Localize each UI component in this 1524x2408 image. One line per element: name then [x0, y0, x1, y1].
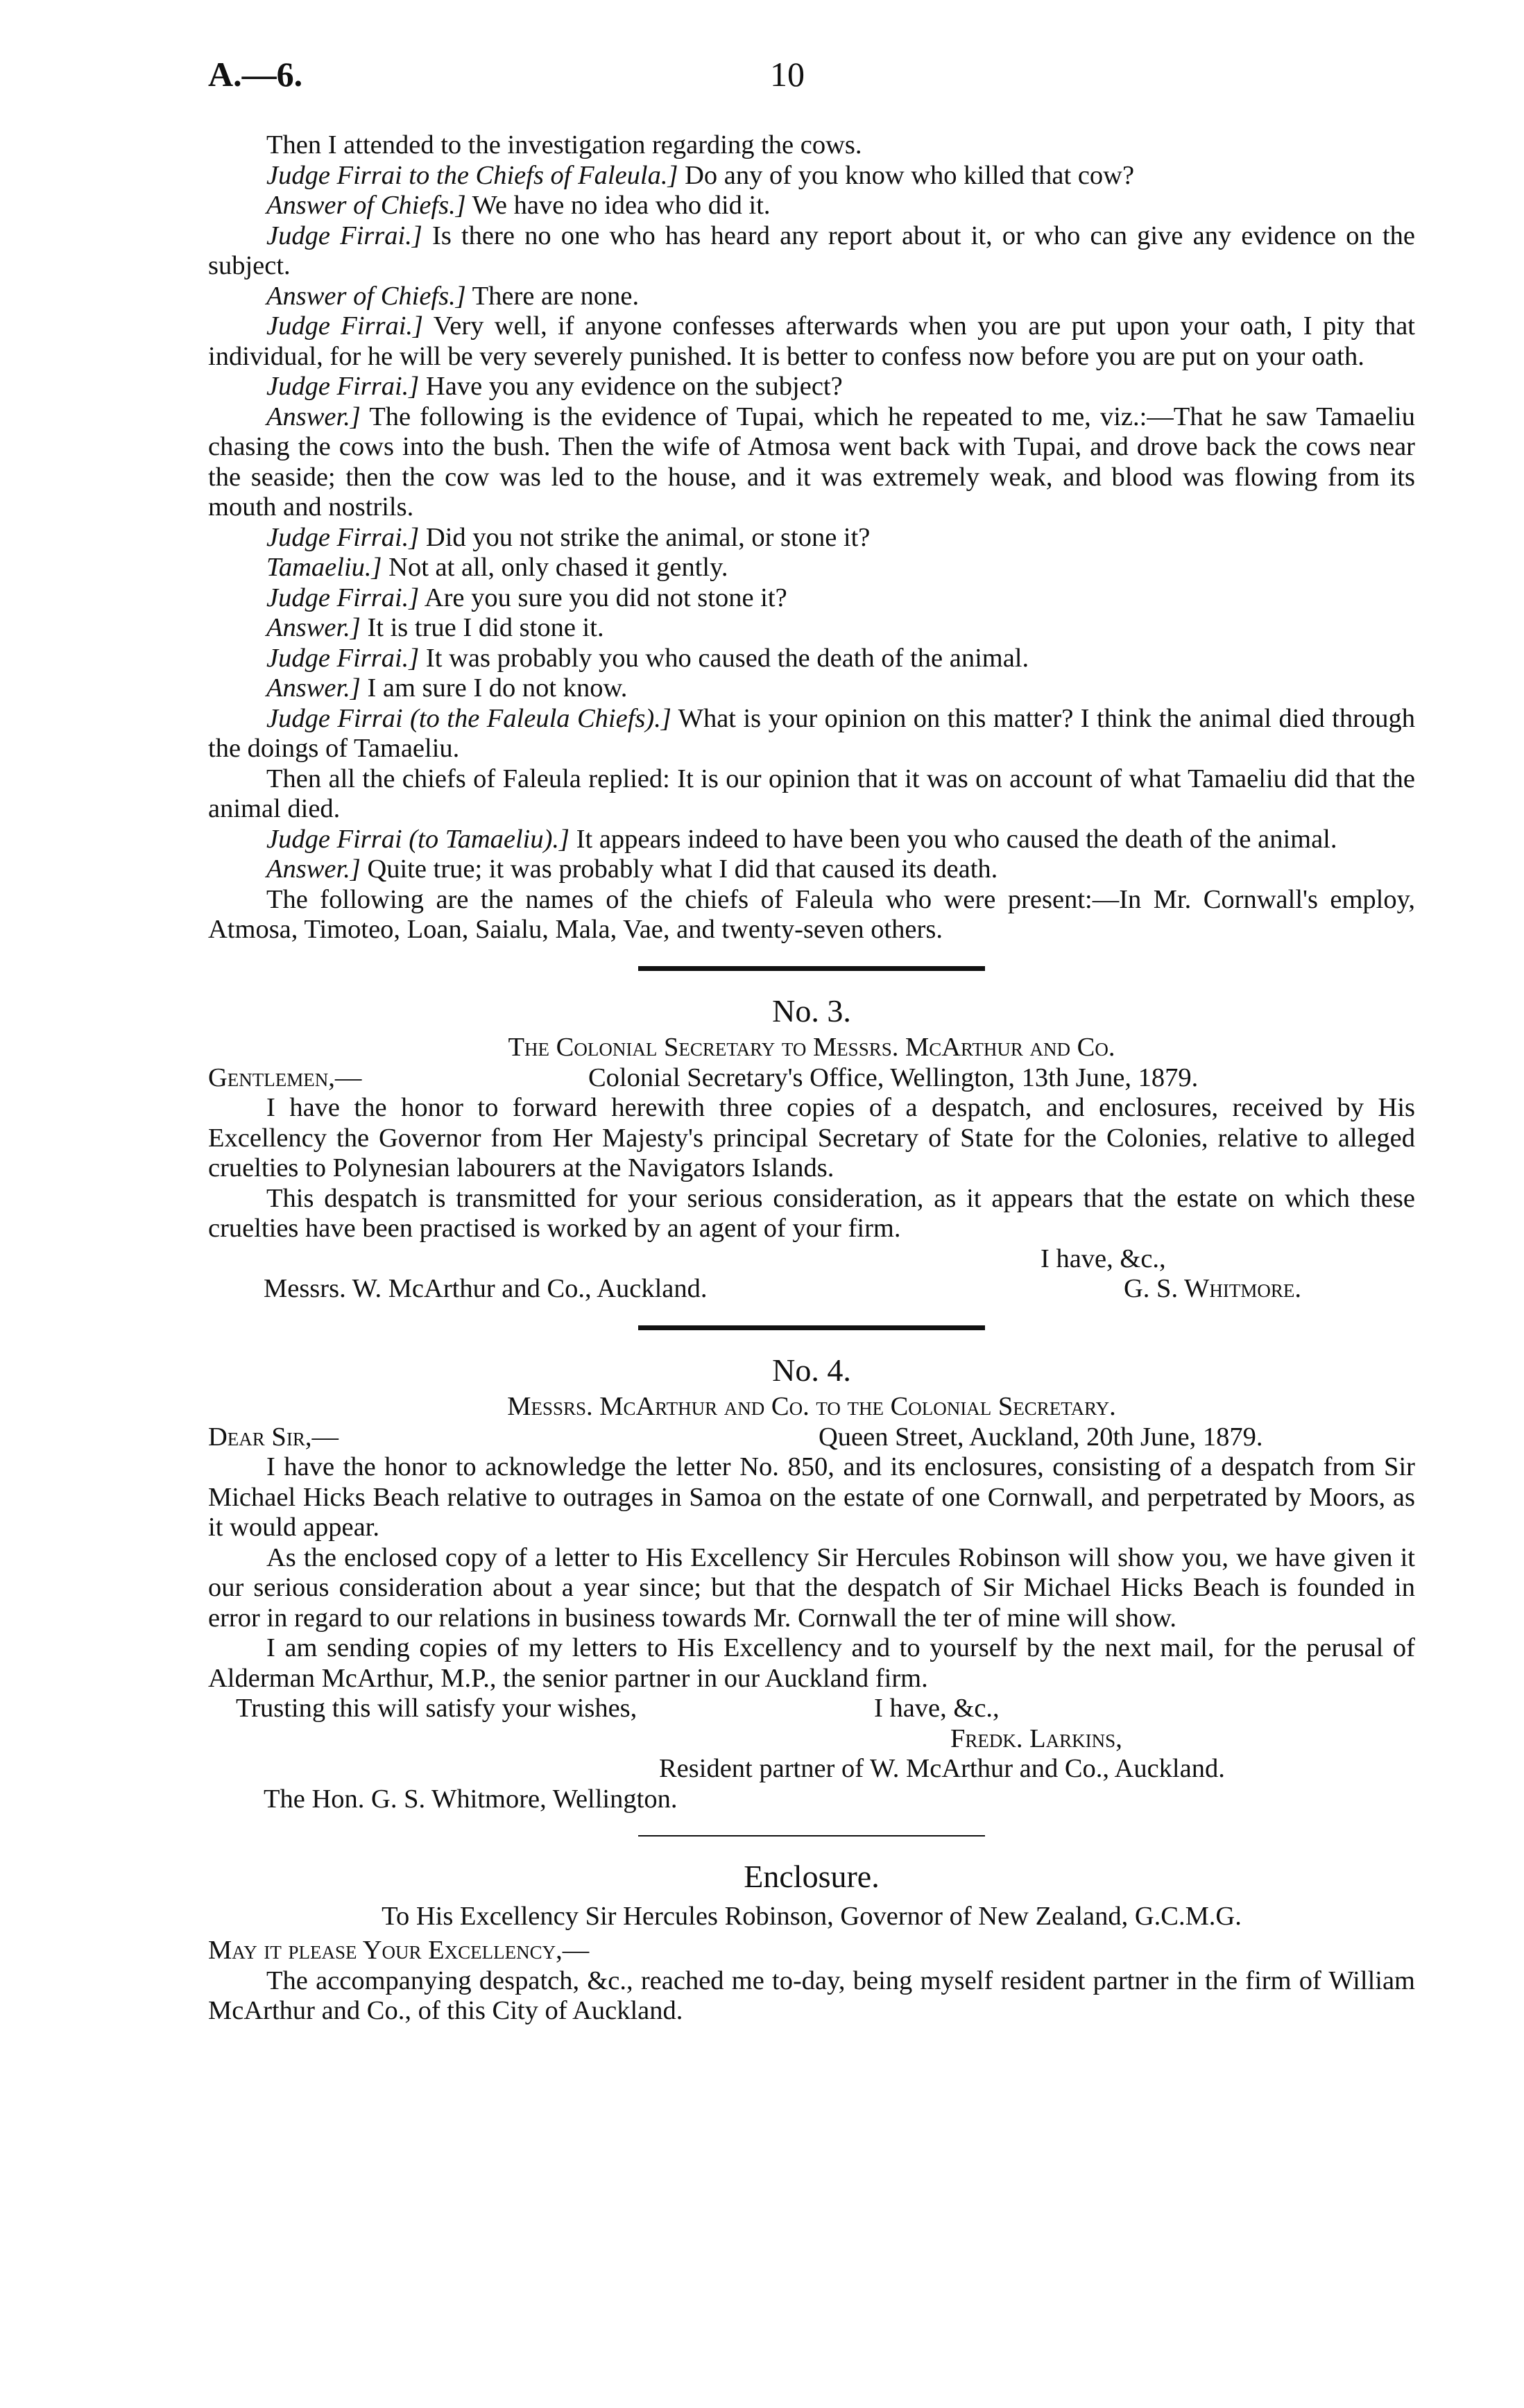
paragraph: Answer of Chiefs.] There are none.: [266, 281, 640, 311]
document-number: No. 3.: [772, 992, 851, 1029]
section-divider: [638, 1325, 985, 1330]
page-number: 10: [770, 55, 805, 94]
paragraph: I am sending copies of my letters to His Excellency and to yourself by the next mail, for the perusal of Alderman McArthur, M.P., the senior partner in our Auckland firm.: [208, 1633, 1415, 1693]
salutation: May it please Your Excellency,—: [208, 1936, 590, 1965]
section-divider: [638, 1835, 985, 1837]
signature: G. S. Whitmore.: [1124, 1274, 1301, 1303]
paragraph: The accompanying despatch, &c., reached me to-day, being myself resident partner in the firm of William McArthur and Co., of this City of Auckland.: [208, 1966, 1415, 2025]
section-divider: [638, 966, 985, 971]
closing: I have, &c.,: [874, 1694, 1000, 1723]
signature-title: Resident partner of W. McArthur and Co., Auckland.: [659, 1754, 1225, 1783]
paragraph: This despatch is transmitted for your serious consideration, as it appears that the estate on which these cruelties have been practised is worked by an agent of your firm.: [208, 1183, 1415, 1243]
salutation-row: [208, 1936, 1415, 1966]
paragraph: Answer.] It is true I did stone it.: [266, 613, 604, 642]
salutation-row: [208, 1063, 1415, 1094]
paragraph: Then all the chiefs of Faleula replied: It is our opinion that it was on account of what Tamaeliu did that the animal died.: [208, 764, 1415, 823]
paragraph: Answer.] Quite true; it was probably what I did that caused its death.: [266, 854, 998, 884]
page-header: [208, 54, 1415, 103]
investigation-section: [208, 130, 1415, 945]
sender-address: Queen Street, Auckland, 20th June, 1879.: [819, 1422, 1263, 1452]
paragraph: Answer.] The following is the evidence of Tupai, which he repeated to me, viz.:—That he saw Tamaeliu chasing the cows into the bush. Then the wife of Atmosa went back with Tupai, and drove back the cows near the seaside; then the cow was led to the house, and it was extremely weak, and blood was flowing from its mouth and nostrils.: [208, 402, 1415, 522]
paragraph: Judge Firrai.] Are you sure you did not stone it?: [266, 583, 787, 612]
enclosure-heading: To His Excellency Sir Hercules Robinson, Governor of New Zealand, G.C.M.G.: [382, 1901, 1242, 1931]
paragraph: Judge Firrai (to the Faleula Chiefs).] What is your opinion on this matter? I think the animal died through the doings of Tamaeliu.: [208, 703, 1415, 763]
sender-address: Colonial Secretary's Office, Wellington, 13th June, 1879.: [588, 1063, 1199, 1092]
enclosure-section: [208, 1861, 1415, 2027]
trusting-line: Trusting this will satisfy your wishes,: [236, 1694, 637, 1723]
letter-heading: The Colonial Secretary to Messrs. McArthur and Co.: [508, 1033, 1115, 1062]
enclosure-title: Enclosure.: [744, 1859, 880, 1894]
addressee: The Hon. G. S. Whitmore, Wellington.: [264, 1784, 678, 1814]
paragraph: Judge Firrai (to Tamaeliu).] It appears indeed to have been you who caused the death of the animal.: [266, 824, 1337, 854]
paragraph: Answer of Chiefs.] We have no idea who did it.: [266, 191, 771, 220]
document-body: [208, 130, 1415, 2027]
paragraph: Judge Firrai.] Very well, if anyone confesses afterwards when you are put upon your oath, I pity that individual, for he will be very severely punished. It is better to confess now before you are put on your oath.: [208, 311, 1415, 371]
signature-title-row: [208, 1754, 1415, 1785]
letter-no-4: [208, 1352, 1415, 1815]
salutation: Gentlemen,—: [208, 1063, 362, 1092]
paragraph: Answer.] I am sure I do not know.: [266, 673, 628, 703]
document-number: No. 4.: [772, 1352, 851, 1388]
signature: Fredk. Larkins,: [950, 1723, 1122, 1753]
paragraph: Then I attended to the investigation regarding the cows.: [266, 130, 862, 160]
paragraph: Judge Firrai.] Is there no one who has heard any report about it, or who can give any evidence on the subject.: [208, 221, 1415, 280]
letter-heading: Messrs. McArthur and Co. to the Colonial Secretary.: [507, 1392, 1116, 1421]
paragraph: The following are the names of the chiefs of Faleula who were present:—In Mr. Cornwall's employ, Atmosa, Timoteo, Loan, Saialu, Mala, Vae, and twenty-seven others.: [208, 884, 1415, 944]
signature-row: [208, 1724, 1415, 1755]
paragraph: Judge Firrai.] Have you any evidence on the subject?: [266, 372, 843, 401]
closing: I have, &c.,: [1041, 1244, 1166, 1273]
paragraph: Tamaeliu.] Not at all, only chased it gently.: [266, 553, 728, 582]
closing-row: [208, 1244, 1415, 1275]
addressee-row: [208, 1785, 1415, 1815]
paragraph: I have the honor to acknowledge the letter No. 850, and its enclosures, consisting of a despatch from Sir Michael Hicks Beach relative to outrages in Samoa on the estate of one Cornwall, and perpetrated by Moors, as it would appear.: [208, 1452, 1415, 1542]
paragraph: As the enclosed copy of a letter to His Excellency Sir Hercules Robinson will show you, we have given it our serious consideration about a year since; but that the despatch of Sir Michael Hicks Beach is founded in error in regard to our relations in business towards Mr. Cornwall the ter of mine will show.: [208, 1542, 1415, 1633]
page-reference: A.—6.: [208, 55, 303, 94]
paragraph: Judge Firrai.] It was probably you who caused the death of the animal.: [266, 643, 1029, 673]
salutation-row: [208, 1422, 1415, 1453]
trusting-row: [208, 1694, 1415, 1724]
signature-row: [208, 1274, 1415, 1305]
letter-no-3: [208, 992, 1415, 1305]
addressee: Messrs. W. McArthur and Co., Auckland.: [264, 1274, 708, 1303]
paragraph: I have the honor to forward herewith three copies of a despatch, and enclosures, received by His Excellency the Governor from Her Majesty's principal Secretary of State for the Colonies, relative to alleged cruelties to Polynesian labourers at the Navigators Islands.: [208, 1093, 1415, 1182]
salutation: Dear Sir,—: [208, 1422, 339, 1452]
paragraph: Judge Firrai to the Chiefs of Faleula.] Do any of you know who killed that cow?: [266, 160, 1135, 190]
paragraph: Judge Firrai.] Did you not strike the animal, or stone it?: [266, 522, 871, 552]
